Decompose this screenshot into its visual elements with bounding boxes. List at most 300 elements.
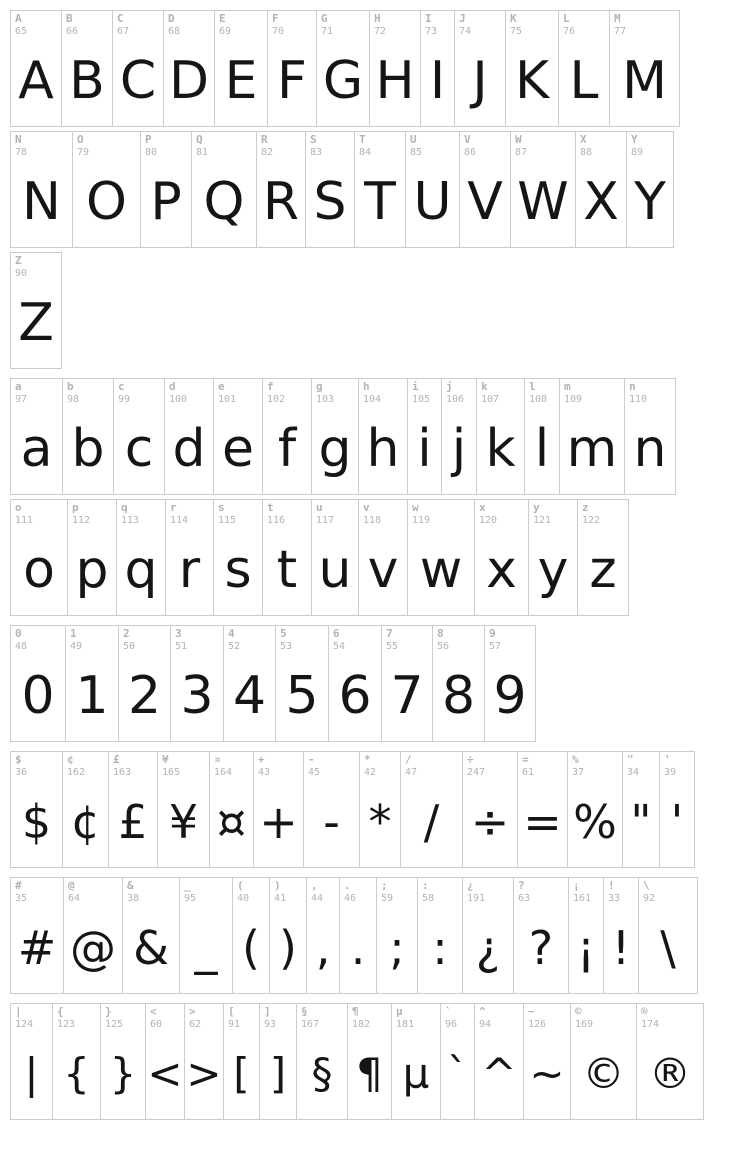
glyph-label-char: K — [510, 12, 517, 25]
glyph-cell — [267, 10, 317, 127]
glyph-label-char: & — [127, 879, 134, 892]
glyph-label — [580, 134, 592, 158]
glyph-cell — [524, 378, 560, 495]
glyph-label-code: 83 — [310, 146, 323, 158]
glyph-label-code: 73 — [425, 25, 438, 37]
glyph-cell — [72, 131, 141, 248]
glyph-cell — [253, 751, 304, 868]
glyph-label-code: 50 — [123, 640, 136, 652]
glyph-label-char: ¤ — [214, 753, 221, 766]
glyph-display: \ — [660, 920, 676, 975]
glyph-label-char: 9 — [489, 627, 496, 640]
glyph-label — [145, 134, 157, 158]
glyph-label — [359, 134, 371, 158]
glyph-label-char: i — [412, 380, 419, 393]
glyph-cell — [305, 131, 355, 248]
glyph-display: , — [315, 920, 331, 975]
glyph-display: a — [20, 418, 53, 479]
glyph-label-char: 6 — [333, 627, 340, 640]
glyph-label-code: 108 — [529, 393, 548, 405]
glyph-display: v — [367, 539, 399, 600]
glyph-label — [641, 1006, 659, 1030]
glyph-label-code: 182 — [352, 1018, 371, 1030]
glyph-cell — [140, 131, 192, 248]
glyph-display: E — [224, 50, 258, 111]
glyph-label-char: Z — [15, 254, 22, 267]
glyph-label-code: 74 — [459, 25, 472, 37]
glyph-display: Q — [203, 171, 245, 232]
glyph-label — [15, 381, 27, 405]
glyph-label-char: ( — [237, 879, 244, 892]
glyph-label-code: 71 — [321, 25, 334, 37]
glyph-label-code: 87 — [515, 146, 528, 158]
glyph-display: { — [63, 1049, 90, 1098]
glyph-label-char: ) — [274, 879, 281, 892]
glyph-label — [105, 1006, 123, 1030]
glyph-label — [311, 880, 323, 904]
glyph-label — [162, 754, 180, 778]
glyph-display: ! — [611, 920, 631, 975]
glyph-label-code: 39 — [664, 766, 677, 778]
glyph-display: 3 — [180, 665, 214, 726]
glyph-label-char: - — [308, 753, 315, 766]
glyph-label-char: @ — [68, 879, 75, 892]
glyph-cell — [462, 751, 518, 868]
glyph-label-code: 124 — [15, 1018, 34, 1030]
glyph-label — [261, 134, 273, 158]
glyph-label-char: C — [117, 12, 124, 25]
glyph-display: . — [350, 920, 366, 975]
glyph-label-char: y — [533, 501, 540, 514]
glyph-label — [66, 13, 78, 37]
glyph-label — [374, 13, 386, 37]
glyph-display: o — [23, 539, 55, 600]
glyph-label-char: © — [575, 1005, 582, 1018]
glyph-display: ; — [389, 920, 405, 975]
glyph-display: D — [168, 50, 210, 111]
glyph-display: 0 — [21, 665, 55, 726]
glyph-cell — [347, 1003, 392, 1120]
glyph-label — [563, 13, 575, 37]
glyph-label-char: I — [425, 12, 432, 25]
glyph-cell — [259, 1003, 297, 1120]
glyph-display: s — [224, 539, 252, 600]
glyph-cell — [62, 378, 114, 495]
glyph-label-char: : — [422, 879, 429, 892]
glyph-label-char: R — [261, 133, 268, 146]
glyph-label-code: 161 — [573, 892, 592, 904]
glyph-label-char: ¢ — [67, 753, 74, 766]
glyph-cell — [638, 877, 698, 994]
glyph-display: / — [423, 794, 440, 849]
glyph-display: K — [514, 50, 550, 111]
glyph-label-code: 41 — [274, 892, 287, 904]
glyph-label-char: r — [170, 501, 177, 514]
glyph-display: 1 — [75, 665, 109, 726]
glyph-display: l — [534, 418, 550, 479]
glyph-label — [405, 754, 417, 778]
glyph-cell — [636, 1003, 704, 1120]
glyph-label — [582, 502, 600, 526]
glyph-label — [184, 880, 196, 904]
glyph-label-code: 66 — [66, 25, 79, 37]
glyph-label — [219, 13, 231, 37]
glyph-label-code: 102 — [267, 393, 286, 405]
glyph-label — [381, 880, 393, 904]
glyph-label-char: ` — [445, 1005, 452, 1018]
glyph-cell — [10, 1003, 53, 1120]
glyph-label-char: ] — [264, 1005, 271, 1018]
glyph-cell — [510, 131, 576, 248]
glyph-display: ® — [649, 1049, 691, 1098]
glyph-label-code: 107 — [481, 393, 500, 405]
glyph-label — [123, 628, 135, 652]
glyph-label-code: 115 — [218, 514, 237, 526]
glyph-label-char: G — [321, 12, 328, 25]
glyph-display: W — [517, 171, 569, 232]
glyph-label-char: * — [364, 753, 371, 766]
glyph-display: B — [69, 50, 105, 111]
glyph-label — [533, 502, 551, 526]
glyph-cell — [67, 499, 117, 616]
glyph-label-char: " — [627, 753, 634, 766]
glyph-display: e — [222, 418, 254, 479]
glyph-cell — [232, 877, 270, 994]
glyph-label-code: 47 — [405, 766, 418, 778]
glyph-display: | — [24, 1049, 39, 1098]
glyph-display: P — [150, 171, 182, 232]
glyph-cell — [381, 625, 433, 742]
glyph-display: 8 — [441, 665, 476, 726]
glyph-label — [127, 880, 139, 904]
glyph-cell — [262, 499, 312, 616]
glyph-label-char: b — [67, 380, 74, 393]
glyph-display: } — [109, 1049, 137, 1098]
glyph-label-code: 84 — [359, 146, 372, 158]
glyph-label-char: T — [359, 133, 366, 146]
glyph-label — [321, 13, 333, 37]
glyph-label-code: 56 — [437, 640, 450, 652]
glyph-display: 6 — [338, 665, 372, 726]
glyph-display: Y — [634, 171, 666, 232]
glyph-label — [515, 134, 527, 158]
glyph-cell — [568, 877, 604, 994]
charmap-section-lowercase — [10, 378, 740, 616]
glyph-cell — [10, 499, 68, 616]
glyph-label-char: l — [529, 380, 536, 393]
glyph-cell — [170, 625, 224, 742]
glyph-display: : — [432, 920, 448, 975]
glyph-label-char: ? — [518, 879, 525, 892]
charmap-section-symbols-currency — [10, 751, 740, 868]
glyph-display: V — [467, 171, 503, 232]
glyph-label-code: 63 — [518, 892, 531, 904]
glyph-cell — [311, 378, 359, 495]
glyph-cell — [184, 1003, 224, 1120]
glyph-label-char: B — [66, 12, 73, 25]
glyph-cell — [339, 877, 377, 994]
glyph-display: £ — [118, 794, 148, 849]
glyph-label-code: 81 — [196, 146, 209, 158]
glyph-label-char: a — [15, 380, 22, 393]
glyph-label-code: 110 — [629, 393, 648, 405]
glyph-label-code: 38 — [127, 892, 140, 904]
glyph-cell — [10, 625, 66, 742]
glyph-label-code: 191 — [467, 892, 486, 904]
glyph-cell — [311, 499, 359, 616]
glyph-display: J — [472, 50, 488, 111]
glyph-label-code: 54 — [333, 640, 346, 652]
glyph-label — [77, 134, 89, 158]
glyph-label — [464, 134, 476, 158]
glyph-label — [267, 381, 285, 405]
glyph-label-char: t — [267, 501, 274, 514]
glyph-cell — [165, 499, 214, 616]
glyph-label-char: k — [481, 380, 488, 393]
glyph-display: G — [322, 50, 364, 111]
glyph-cell — [108, 751, 158, 868]
glyph-label-char: L — [563, 12, 570, 25]
glyph-label-code: 65 — [15, 25, 28, 37]
glyph-label-char: ¿ — [467, 879, 474, 892]
glyph-cell — [10, 877, 64, 994]
glyph-label-code: 114 — [170, 514, 189, 526]
glyph-label — [510, 13, 522, 37]
glyph-display: < — [147, 1049, 183, 1098]
glyph-cell — [513, 877, 569, 994]
glyph-label-code: 86 — [464, 146, 477, 158]
glyph-display: A — [18, 50, 54, 111]
glyph-display: µ — [402, 1049, 430, 1098]
glyph-display: [ — [233, 1049, 250, 1098]
glyph-cell — [417, 877, 463, 994]
glyph-cell — [269, 877, 307, 994]
glyph-cell — [213, 378, 263, 495]
glyph-label-code: 165 — [162, 766, 181, 778]
charmap-row — [10, 751, 740, 868]
glyph-label — [608, 880, 620, 904]
glyph-display: ~ — [529, 1049, 565, 1098]
glyph-label-code: 122 — [582, 514, 601, 526]
glyph-display: & — [133, 920, 169, 975]
glyph-label — [422, 880, 434, 904]
glyph-label-char: ' — [664, 753, 671, 766]
glyph-label-char: < — [150, 1005, 157, 1018]
glyph-label — [301, 1006, 319, 1030]
glyph-display: w — [419, 539, 463, 600]
glyph-label-char: A — [15, 12, 22, 25]
glyph-label — [15, 754, 27, 778]
glyph-label-char: X — [580, 133, 587, 146]
glyph-cell — [52, 1003, 101, 1120]
glyph-label — [364, 754, 376, 778]
glyph-label-char: ÷ — [467, 753, 474, 766]
glyph-display: r — [178, 539, 201, 600]
glyph-display: 9 — [493, 665, 527, 726]
glyph-label-code: 96 — [445, 1018, 458, 1030]
glyph-label-char: / — [405, 753, 412, 766]
glyph-label — [386, 628, 398, 652]
charmap-row — [10, 378, 740, 495]
glyph-label-code: 91 — [228, 1018, 241, 1030]
glyph-label-char: 0 — [15, 627, 22, 640]
glyph-display: + — [259, 794, 298, 849]
glyph-label — [15, 1006, 33, 1030]
glyph-display: T — [364, 171, 396, 232]
glyph-cell — [603, 877, 639, 994]
glyph-display: H — [375, 50, 415, 111]
charmap-row — [10, 252, 740, 369]
glyph-display: 2 — [127, 665, 162, 726]
glyph-label-char: u — [316, 501, 323, 514]
glyph-label-code: 112 — [72, 514, 91, 526]
glyph-cell — [163, 10, 215, 127]
glyph-display: M — [622, 50, 667, 111]
glyph-label-char: j — [446, 380, 453, 393]
glyph-label — [280, 628, 292, 652]
glyph-display: c — [124, 418, 154, 479]
glyph-label — [228, 1006, 240, 1030]
glyph-cell — [407, 499, 475, 616]
glyph-label-char: % — [572, 753, 579, 766]
glyph-display: = — [523, 794, 562, 849]
glyph-display: _ — [194, 920, 218, 975]
glyph-label — [614, 13, 626, 37]
glyph-label-code: 36 — [15, 766, 28, 778]
glyph-label-code: 85 — [410, 146, 423, 158]
glyph-label — [218, 502, 236, 526]
glyph-label — [169, 381, 187, 405]
glyph-label — [15, 628, 27, 652]
glyph-label — [575, 1006, 593, 1030]
glyph-label-code: 77 — [614, 25, 627, 37]
charmap-row — [10, 131, 740, 248]
glyph-label-code: 69 — [219, 25, 232, 37]
glyph-display: ^ — [481, 1049, 517, 1098]
glyph-label-code: 55 — [386, 640, 399, 652]
glyph-label — [643, 880, 655, 904]
glyph-cell — [474, 1003, 524, 1120]
glyph-label-code: 64 — [68, 892, 81, 904]
glyph-cell — [122, 877, 180, 994]
glyph-cell — [191, 131, 257, 248]
glyph-label-code: 117 — [316, 514, 335, 526]
glyph-label-code: 103 — [316, 393, 335, 405]
glyph-label — [481, 381, 499, 405]
glyph-cell — [432, 625, 485, 742]
glyph-label — [118, 381, 130, 405]
glyph-label — [333, 628, 345, 652]
glyph-label-code: 109 — [564, 393, 583, 405]
glyph-label-code: 79 — [77, 146, 90, 158]
glyph-label — [627, 754, 639, 778]
glyph-label-code: 75 — [510, 25, 523, 37]
glyph-label-code: 46 — [344, 892, 357, 904]
glyph-display: 4 — [232, 665, 267, 726]
glyph-cell — [528, 499, 578, 616]
glyph-display: ] — [269, 1049, 287, 1098]
glyph-label-code: 93 — [264, 1018, 277, 1030]
glyph-display: k — [485, 418, 516, 479]
glyph-label-char: + — [258, 753, 265, 766]
glyph-label — [228, 628, 240, 652]
glyph-display: y — [537, 539, 569, 600]
glyph-label — [274, 880, 286, 904]
glyph-display: t — [276, 539, 298, 600]
glyph-label-code: 60 — [150, 1018, 163, 1030]
glyph-cell — [62, 751, 109, 868]
glyph-label-char: p — [72, 501, 79, 514]
glyph-label — [437, 628, 449, 652]
glyph-display: O — [86, 171, 127, 232]
glyph-cell — [214, 10, 268, 127]
glyph-label — [15, 255, 27, 279]
glyph-label-char: O — [77, 133, 84, 146]
glyph-label — [72, 502, 90, 526]
glyph-cell — [624, 378, 676, 495]
glyph-display: " — [630, 794, 652, 849]
glyph-label-char: m — [564, 380, 571, 393]
glyph-label-code: 181 — [396, 1018, 415, 1030]
glyph-label — [425, 13, 437, 37]
glyph-display: S — [313, 171, 347, 232]
glyph-label — [113, 754, 131, 778]
charmap-row — [10, 625, 740, 742]
glyph-label-code: 45 — [308, 766, 321, 778]
glyph-label-char: s — [218, 501, 225, 514]
glyph-cell — [391, 1003, 441, 1120]
glyph-label-code: 61 — [522, 766, 535, 778]
glyph-display: h — [366, 418, 400, 479]
glyph-cell — [462, 877, 514, 994]
glyph-cell — [567, 751, 623, 868]
glyph-label-code: 113 — [121, 514, 140, 526]
glyph-label — [117, 13, 129, 37]
glyph-label-char: . — [344, 879, 351, 892]
glyph-display: Z — [18, 292, 54, 353]
glyph-label — [352, 1006, 370, 1030]
glyph-label-char: h — [363, 380, 370, 393]
glyph-cell — [223, 625, 276, 742]
glyph-label-char: J — [459, 12, 466, 25]
glyph-cell — [476, 378, 525, 495]
glyph-label-char: ¡ — [573, 879, 580, 892]
glyph-label-code: 94 — [479, 1018, 492, 1030]
glyph-label — [572, 754, 584, 778]
glyph-label-char: [ — [228, 1005, 235, 1018]
glyph-label — [218, 381, 236, 405]
glyph-label-char: c — [118, 380, 125, 393]
glyph-label-code: 49 — [70, 640, 83, 652]
glyph-label-code: 162 — [67, 766, 86, 778]
glyph-label — [459, 13, 471, 37]
glyph-cell — [376, 877, 418, 994]
glyph-label-code: 100 — [169, 393, 188, 405]
glyph-label — [467, 880, 485, 904]
glyph-label — [479, 502, 497, 526]
glyph-display: > — [186, 1049, 222, 1098]
glyph-cell — [164, 378, 214, 495]
glyph-label-code: 70 — [272, 25, 285, 37]
glyph-cell — [559, 378, 625, 495]
glyph-label — [175, 628, 187, 652]
glyph-cell — [575, 131, 627, 248]
glyph-label-code: 59 — [381, 892, 394, 904]
glyph-label-char: \ — [643, 879, 650, 892]
glyph-label-char: x — [479, 501, 486, 514]
glyph-cell — [316, 10, 370, 127]
glyph-label-char: z — [582, 501, 589, 514]
